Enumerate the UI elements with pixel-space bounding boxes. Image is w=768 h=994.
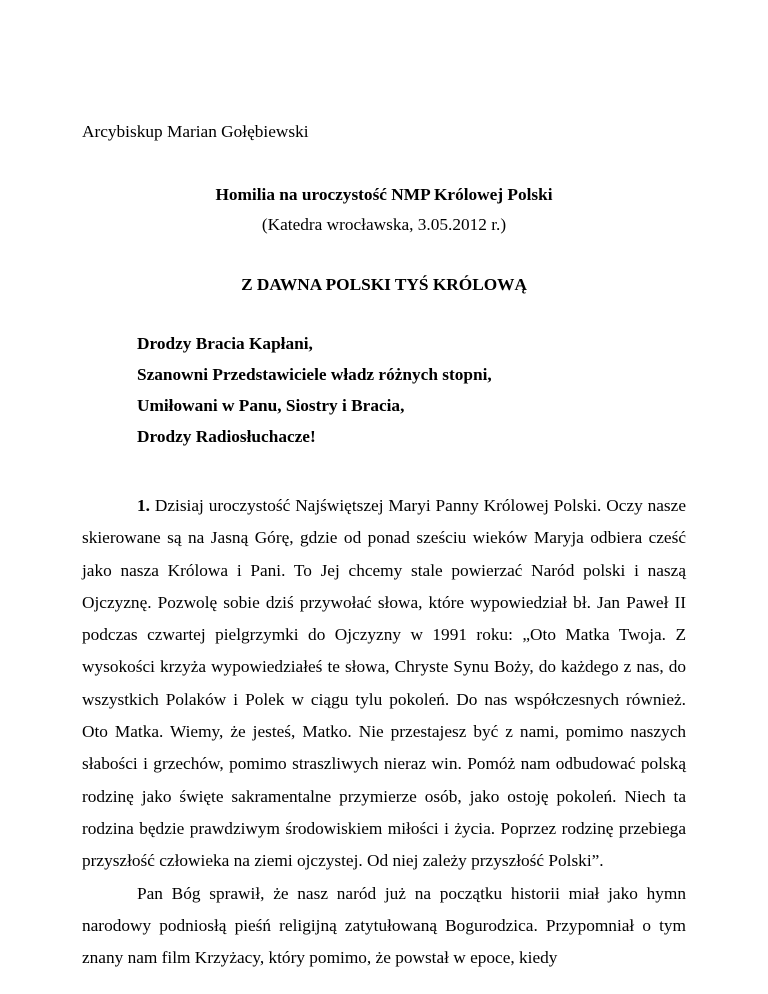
homily-subtitle: (Katedra wrocławska, 3.05.2012 r.) [261,215,507,234]
homily-title: Homilia na uroczystość NMP Królowej Polski [215,185,553,204]
greetings-list [137,331,492,455]
paragraph-text: Dzisiaj uroczystość Najświętszej Maryi Panny Królowej Polski. Oczy nasze skierowane są na Jasną Górę, gdzie od ponad sześciu wieków Maryja odbiera cześć jako nasza Królowa i Pani. To Jej chcemy stale powierzać Naród polski i naszą Ojczyznę. Pozwolę sobie dziś przywołać słowa, które wypowiedział bł. Jan Paweł II podczas czwartej pielgrzymki do Ojczyzny w 1991 roku: „Oto Matka Twoja. Z wysokości krzyża wypowiedziałeś te słowa, Chryste Synu Boży, do każdego z nas, do wszystkich Polaków i Polek w ciągu tylu pokoleń. Do nas współczesnych również. Oto Matka. Wiemy, że jesteś, Matko. Nie przestajesz być z nami, pomimo naszych słabości i grzechów, pomimo straszliwych nieraz win. Pomóż nam odbudować polską rodzinę jako święte sakramentalne przymierze osób, jako ostoję pokoleń. Niech ta rodzina będzie prawdziwym środowiskiem miłości i życia. Poprzez rodzinę przebiega przyszłość człowieka na ziemi ojczystej. Od niej zależy przyszłość Polski”. [82,496,686,871]
greeting-line: Umiłowani w Panu, Siostry i Bracia, [137,396,405,415]
author-line: Arcybiskup Marian Gołębiewski [82,122,309,141]
paragraph-2 [82,878,686,975]
paragraph-1 [82,490,686,878]
homily-motto: Z DAWNA POLSKI TYŚ KRÓLOWĄ [241,275,527,294]
body-text [82,490,686,974]
greeting-line: Drodzy Radiosłuchacze! [137,427,316,446]
greeting-line: Szanowni Przedstawiciele władz różnych stopni, [137,365,492,384]
greeting-line: Drodzy Bracia Kapłani, [137,334,313,353]
paragraph-text: Pan Bóg sprawił, że nasz naród już na początku historii miał jako hymn narodowy podniosłą pieśń religijną zatytułowaną Bogurodzica. Przypomniał o tym znany nam film Krzyżacy, który pomimo, że powstał w epoce, kiedy [82,883,686,968]
paragraph-number: 1. [137,496,150,515]
